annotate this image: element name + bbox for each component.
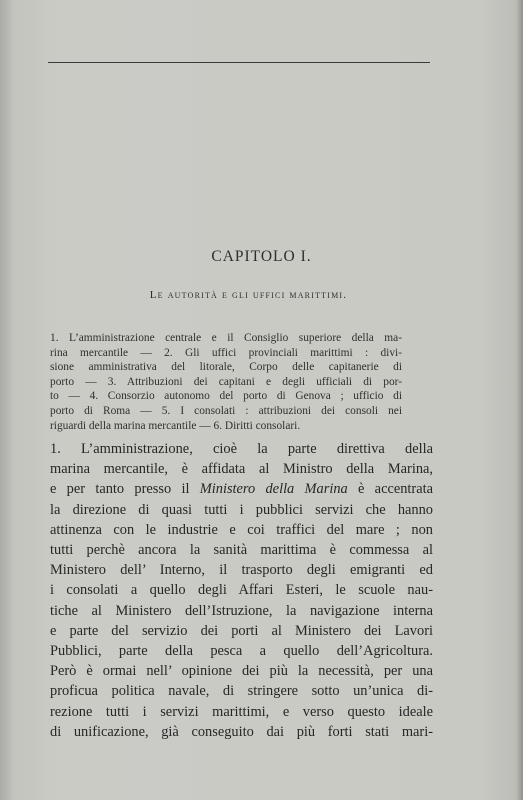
summary-line: porto di Roma — 5. I consolati : attribuzioni dei consoli nei [50,404,402,417]
chapter-title: CAPITOLO I. [211,248,312,265]
paragraph-line: di unificazione, già conseguito dai più forti stati mari- [50,723,433,740]
paragraph-line: e parte del servizio dei porti al Ministero dei Lavori [50,622,433,639]
paragraph-line: Però è ormai nell’ opinione dei più la necessità, per una [50,663,433,680]
text-run: e per tanto presso il [50,481,200,498]
paragraph-line: i consolati a quello degli Affari Esteri, le scuole nau- [50,582,433,599]
paragraph-line: attinenza con le industrie e coi traffici del mare ; non [50,521,433,538]
summary-line: sione amministrativa del litorale, Corpo delle capitanerie di [50,361,402,374]
italic-term: Ministero della Marina [199,481,348,498]
summary-line: porto — 3. Attribuzioni dei capitani e degli ufficiali di por- [50,375,402,388]
page-edge [517,0,523,800]
header-rule [48,62,430,63]
paragraph-line: tiche al Ministero dell’Istruzione, la navigazione interna [50,602,433,619]
paragraph-line: Pubblici, parte della pesca a quello dell’Agricoltura. [50,643,433,660]
paragraph-line: marina mercantile, è affidata al Ministro della Marina, [50,461,433,478]
paragraph-line: proficua politica navale, di stringere sotto un’unica di- [50,683,433,700]
paragraph-line: tutti perchè ancora la sanità marittima è commessa al [50,542,433,559]
section-title: Le autorità e gli uffici marittimi. [149,289,348,301]
summary-line: riguardi della marina mercantile — 6. Diritti consolari. [50,419,301,432]
text-run: è accentrata [347,481,433,498]
paragraph-line: Ministero dell’ Interno, il trasporto degli emigranti ed [50,562,433,579]
body-paragraph [50,439,433,742]
paragraph-line [50,479,433,499]
summary-line: to — 4. Consorzio autonomo del porto di Genova ; ufficio di [50,390,402,403]
paragraph-line: la direzione di quasi tutti i pubblici servizi che hanno [50,501,433,518]
paragraph-line: rezione tutti i servizi marittimi, e verso questo ideale [50,703,433,720]
summary-line: 1. L’amministrazione centrale e il Consiglio superiore della ma- [50,332,402,344]
summary-line: rina mercantile — 2. Gli uffici provinciali marittimi : divi- [50,346,402,359]
chapter-summary [50,331,402,433]
paragraph-line: 1. L’amministrazione, cioè la parte direttiva della [50,441,433,457]
